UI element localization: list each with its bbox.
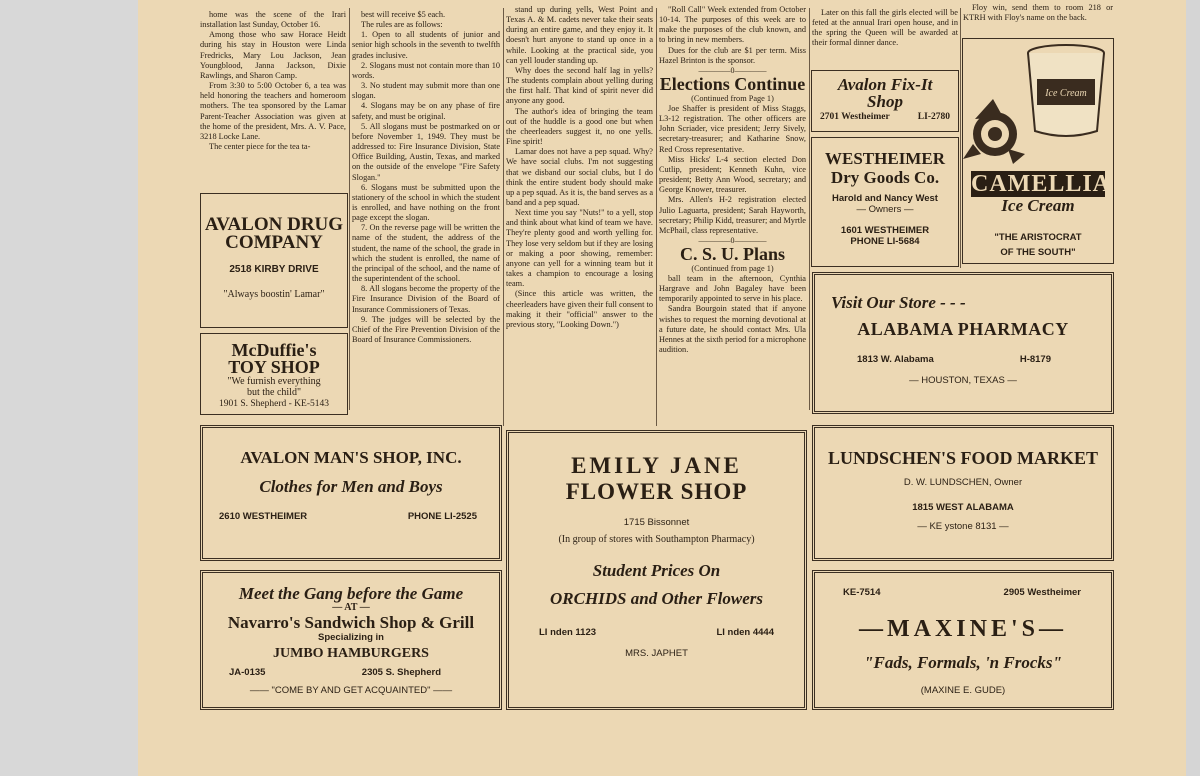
paragraph: 8. All slogans become the property of the Fire Insurance Division of the Board of Insurance Commissioners of Texas.	[352, 284, 500, 314]
ad-title: Avalon Fix-It	[837, 75, 933, 94]
column-rule	[503, 8, 504, 426]
ad-title: AVALON DRUG COMPANY	[204, 214, 344, 253]
paragraph: Dues for the club are $1 per term. Miss Hazel Brinton is the sponsor.	[659, 45, 806, 65]
ad-slogan: Clothes for Men and Boys	[259, 477, 443, 496]
column-rule	[349, 8, 350, 410]
paragraph: Among those who saw Horace Heidt during his stay in Houston were Linda Fredricks, Mary Lou Jackson, Jean Youngblood, Janna Jackson, Dixie Rawlings, and Sharon Camp.	[200, 30, 346, 80]
ad-phone: LI-2780	[917, 112, 950, 122]
ad-slogan: "Always boostin' Lamar"	[223, 289, 325, 300]
paragraph: 5. All slogans must be postmarked on or before November 1, 1949. They must be addressed to: Fire Insurance Division, State Office Building, Austin, Texas, and marked on the outside of the envelope "Fire Safety Slogan."	[352, 121, 500, 182]
paragraph: best will receive $5 each.	[361, 10, 446, 19]
article-column-4	[659, 5, 806, 355]
paragraph: The rules are as follows:	[361, 20, 443, 30]
paragraph: ball team in the afternoon, Cynthia Hargrave and John Bagaley have been temporarily appointed to serve in his place.	[659, 273, 806, 304]
article-column-2	[352, 10, 500, 345]
divider: ————0————	[698, 65, 767, 75]
ad-tagline-2: OF THE SOUTH"	[1000, 247, 1076, 258]
ad-phone: H-8179	[1019, 354, 1051, 365]
paragraph: home was the scene of the Irari installation last Sunday, October 16.	[200, 10, 346, 30]
paragraph: 2. Slogans must not contain more than 10 words.	[352, 60, 500, 80]
ad-title: EMILY JANE	[571, 453, 742, 478]
ad-phone-1: LI nden 1123	[539, 627, 597, 638]
csu-continued: (Continued from page 1)	[691, 263, 774, 273]
article-column-6	[963, 3, 1113, 23]
paragraph: 6. Slogans must be submitted upon the stationery of the school in which the student is enrolled, and have nothing on the front page except the slogan.	[352, 182, 500, 223]
ad-city: — HOUSTON, TEXAS —	[909, 375, 1017, 386]
ad-subtitle: Shop	[867, 92, 903, 111]
ad-address: 1815 WEST ALABAMA	[912, 502, 1014, 513]
ad-slogan-1: "We furnish everything	[227, 376, 321, 387]
elections-headline: Elections Continue	[659, 73, 806, 94]
elections-article	[659, 104, 806, 236]
column-rule	[656, 8, 657, 426]
ad-title: AVALON MAN'S SHOP, INC.	[240, 448, 462, 467]
ad-address: 2518 KIRBY DRIVE	[229, 264, 319, 275]
ad-emily-jane-flower-shop	[506, 430, 807, 710]
ad-address: 2905 Westheimer	[1003, 587, 1081, 598]
ad-visit: Visit Our Store - - -	[831, 293, 966, 312]
article-column-5	[812, 8, 958, 49]
ad-navarros-sandwich-shop	[200, 570, 502, 710]
ad-promo-1: Student Prices On	[592, 561, 721, 580]
ad-title: —MAXINE'S—	[858, 616, 1067, 642]
paragraph: 7. On the reverse page will be written the name of the student, the address of the student, the name of the school, the grade in which the student is enrolled, the name of the principal of the school, and the name of the superintendent of the school.	[352, 223, 500, 284]
paragraph: (Since this article was written, the cheerleaders have given their full consent to making it their "official" answer to the previous story, "Looking Down.")	[506, 289, 653, 329]
paragraph: The author's idea of bringing the team out of the huddle is a good one but when the cheerleaders suggest it, no one yells. Fine spirit!	[506, 106, 653, 147]
paragraph: Lamar does not have a pep squad. Why? We have social clubs. I'm not suggesting that we disband our social clubs, but I do think the entire student body should make up a pep squad. As it is, the band serves as a band and a pep squad.	[506, 147, 653, 207]
paragraph: 4. Slogans may be on any phase of fire safety, and must be original.	[352, 101, 500, 121]
ad-phone: PHONE LI-5684	[850, 236, 920, 247]
ad-phone-2: LI nden 4444	[716, 627, 774, 638]
paragraph: Next time you say "Nuts!" to a yell, stop and think about what kind of team we have. They're plenty good and worth yelling for. They lose very seldom but if they are losing or making a poor showing, remember: anyone can yell for a winning team but it takes a champion to encourage a losing team.	[506, 208, 653, 289]
brand-label: CAMELLIA	[971, 171, 1112, 197]
ad-address: 2701 Westheimer	[820, 112, 890, 122]
ad-subtitle: FLOWER SHOP	[565, 479, 748, 504]
paragraph: Sandra Bourgoin stated that if anyone wishes to request the morning devotional at a future date, he should contact Mrs. Ula Hennes at the sixth period for a microphone audition.	[659, 304, 806, 355]
article-column-3	[506, 5, 653, 330]
ad-lundschens-food-market	[812, 425, 1114, 561]
paragraph: stand up during yells, West Point and Texas A. & M. cadets never take their seats during an entire game, and they enjoy it. It doesn't hurt anyone to stand up once in a while. Looking at the practical side, you can yell louder standing up.	[506, 5, 653, 65]
svg-text:Ice Cream: Ice Cream	[1045, 88, 1087, 99]
ad-alabama-pharmacy	[812, 272, 1114, 414]
ad-owner: D. W. LUNDSCHEN, Owner	[903, 477, 1023, 488]
ad-note: (In group of stores with Southampton Pharmacy)	[558, 534, 755, 545]
ad-title: LUNDSCHEN'S FOOD MARKET	[827, 448, 1099, 468]
ad-address: 1715 Bissonnet	[623, 517, 690, 528]
ad-specializing: Specializing in	[318, 632, 384, 643]
camellia-flower-icon	[963, 99, 1025, 164]
carton-icon	[1028, 45, 1104, 136]
ad-title: WESTHEIMER	[825, 149, 945, 168]
ad-avalon-mans-shop	[200, 425, 502, 561]
ad-avalon-drug	[200, 193, 348, 328]
divider: ————0————	[698, 235, 767, 245]
column-rule	[809, 8, 810, 410]
paragraph: From 3:30 to 5:00 October 6, a tea was held honoring the teachers and homeroom mothers. The tea sponsored by the Lamar Parent-Teacher Association was given at the home of the president, Mrs. A. V. Pace, 3218 Locke Lane.	[200, 81, 346, 141]
ad-at: — AT —	[332, 602, 370, 613]
paragraph: Miss Hicks' L-4 section elected Don Cutlip, president; Kenneth Kuhn, vice president; Betty Ann Wood, secretary; and George Knower, treasurer.	[659, 154, 806, 195]
ad-tagline-1: "THE ARISTOCRAT	[994, 232, 1082, 243]
column-rule	[960, 8, 961, 268]
ad-maxines	[812, 570, 1114, 710]
ad-address: 2305 S. Shepherd	[361, 667, 441, 678]
ad-owner: (MAXINE E. GUDE)	[920, 685, 1006, 696]
ad-slogan: —— "COME BY AND GET ACQUAINTED" ——	[249, 685, 453, 696]
paragraph: Mrs. Allen's H-2 registration elected Julio Laguarta, president; Sarah Hayworth, secretary; Philip Kidd, treasurer; and Myrtle McPhail, class representative.	[659, 195, 806, 235]
ad-address: 2610 WESTHEIMER	[219, 511, 308, 522]
paragraph: 3. No student may submit more than one slogan.	[352, 81, 500, 101]
ad-phone: — KE ystone 8131 —	[917, 521, 1009, 532]
paragraph: Floy win, send them to room 218 or KTRH with Floy's name on the back.	[963, 3, 1113, 23]
paragraph: 9. The judges will be selected by the Chief of the Fire Prevention Division of the Board of Insurance Commissioners.	[352, 314, 500, 344]
ad-owners: Harold and Nancy West	[832, 193, 938, 204]
csu-article	[659, 274, 806, 355]
brand-sublabel: Ice Cream	[1001, 196, 1075, 215]
ad-camellia-ice-cream	[962, 38, 1114, 264]
ad-subtitle: TOY SHOP	[228, 357, 320, 377]
club-article	[659, 5, 806, 66]
ad-phone: PHONE LI-2525	[407, 511, 477, 522]
ad-address: 1901 S. Shepherd - KE-5143	[218, 399, 330, 409]
paragraph: Later on this fall the girls elected will be feted at the annual Irari open house, and in the spring the Queen will be awarded at their formal dinner dance.	[812, 8, 958, 48]
paragraph: 1. Open to all students of junior and senior high schools in the seventh to twelfth grades inclusive.	[352, 30, 500, 60]
article-column-1	[200, 10, 346, 152]
ad-contact: MRS. JAPHET	[625, 648, 688, 659]
ad-headline: Meet the Gang before the Game	[238, 584, 464, 603]
ad-item: JUMBO HAMBURGERS	[273, 646, 429, 661]
ad-subtitle: Dry Goods Co.	[830, 168, 940, 187]
ad-avalon-fixit	[811, 70, 959, 132]
ad-address: 1601 WESTHEIMER	[840, 225, 930, 236]
ad-phone: KE-7514	[843, 587, 881, 598]
ad-mcduffies	[200, 333, 348, 415]
paragraph: The center piece for the tea ta-	[209, 142, 311, 152]
paragraph: "Roll Call" Week extended from October 10-14. The purposes of this week are to make the purposes of the club known, and to bring in new members.	[659, 5, 806, 45]
ad-phone: JA-0135	[229, 667, 266, 678]
ad-title: Navarro's Sandwich Shop & Grill	[227, 613, 475, 632]
paragraph: Why does the second half lag in yells? The students complain about yelling during the first half. That kind of spirit never did anyone any good.	[506, 65, 653, 106]
ad-owners-label: — Owners —	[856, 204, 914, 215]
ad-title: McDuffie's	[231, 340, 317, 360]
ad-title: ALABAMA PHARMACY	[857, 319, 1069, 339]
ad-address: 1813 W. Alabama	[857, 354, 934, 365]
scan-margin-left	[0, 0, 138, 776]
scan-margin-right	[1186, 0, 1200, 776]
ad-westheimer-dry-goods	[811, 137, 959, 267]
ad-promo-2: ORCHIDS and Other Flowers	[549, 589, 764, 608]
paragraph: Joe Shaffer is president of Miss Staggs, L3-12 registration. The other officers are John Scriader, vice president; Jerry Sively, secretary-treasurer; and Katharine Snow, Red Cross representative.	[659, 103, 806, 154]
elections-continued: (Continued from Page 1)	[691, 93, 774, 103]
ad-slogan: "Fads, Formals, 'n Frocks"	[864, 653, 1062, 672]
ad-slogan-2: but the child"	[246, 387, 302, 398]
csu-headline: C. S. U. Plans	[679, 243, 786, 264]
